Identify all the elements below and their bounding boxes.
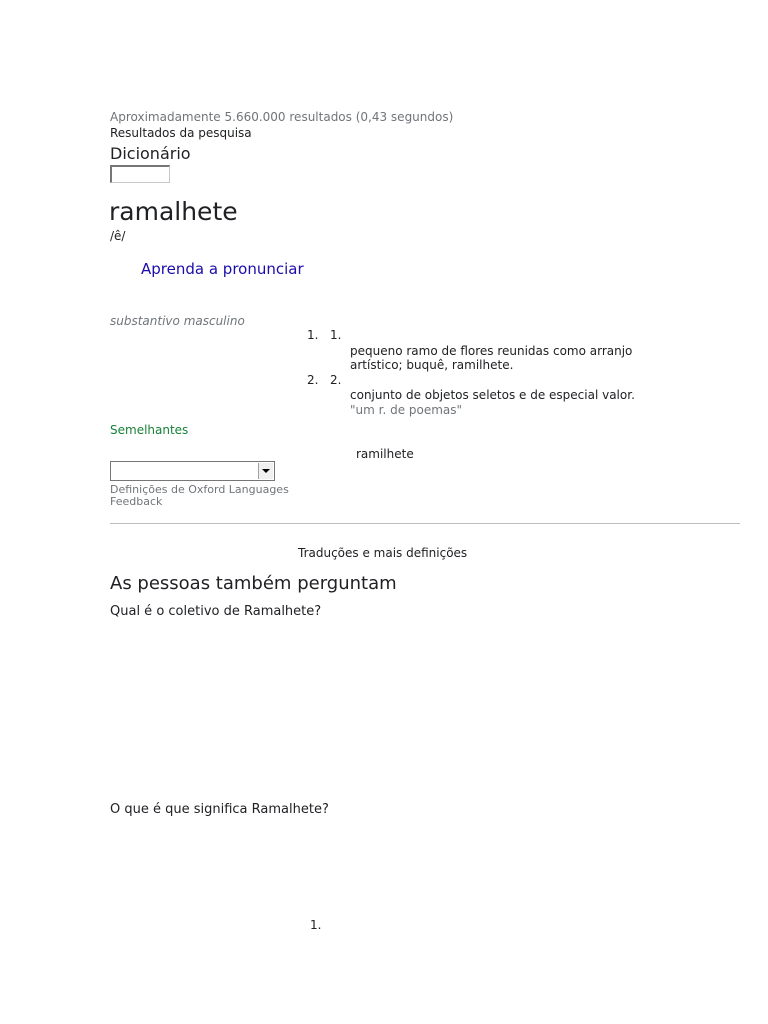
dictionary-search-input[interactable]: [110, 165, 170, 183]
paa-question[interactable]: Qual é o coletivo de Ramalhete?: [110, 604, 322, 619]
list-marker: 1.: [310, 918, 322, 932]
part-of-speech: substantivo masculino: [110, 314, 245, 328]
phonetic-transcription: /ê/: [110, 229, 126, 243]
similar-word-chip[interactable]: ramilhete: [356, 447, 414, 461]
definition-text-line: pequeno ramo de flores reunidas como arranjo: [350, 344, 633, 358]
results-heading: Resultados da pesquisa: [110, 126, 252, 140]
people-also-ask-title: As pessoas também perguntam: [110, 573, 397, 594]
definition-inner-number: 2.: [330, 373, 342, 387]
language-select[interactable]: [110, 461, 275, 481]
definition-inner-number: 1.: [330, 328, 342, 342]
dropdown-button[interactable]: [258, 463, 273, 479]
dictionary-title: Dicionário: [110, 144, 191, 163]
headword: ramalhete: [109, 197, 238, 226]
chevron-down-icon: [262, 469, 270, 473]
feedback-link[interactable]: Feedback: [110, 495, 163, 508]
similar-words-label[interactable]: Semelhantes: [110, 423, 189, 437]
oxford-source-link[interactable]: Definições de Oxford Languages: [110, 483, 289, 496]
definition-text-line: conjunto de objetos seletos e de especial valor.: [350, 388, 635, 402]
results-stats: Aproximadamente 5.660.000 resultados (0,43 segundos): [110, 110, 454, 124]
section-divider: [110, 523, 740, 524]
paa-question[interactable]: O que é que significa Ramalhete?: [110, 802, 329, 817]
translations-link[interactable]: Traduções e mais definições: [298, 546, 468, 560]
learn-pronounce-link[interactable]: Aprenda a pronunciar: [141, 260, 304, 278]
definition-outer-number: 1.: [307, 328, 319, 342]
definition-outer-number: 2.: [307, 373, 319, 387]
definition-example: "um r. de poemas": [350, 403, 463, 417]
definition-text-line: artístico; buquê, ramilhete.: [350, 358, 514, 372]
